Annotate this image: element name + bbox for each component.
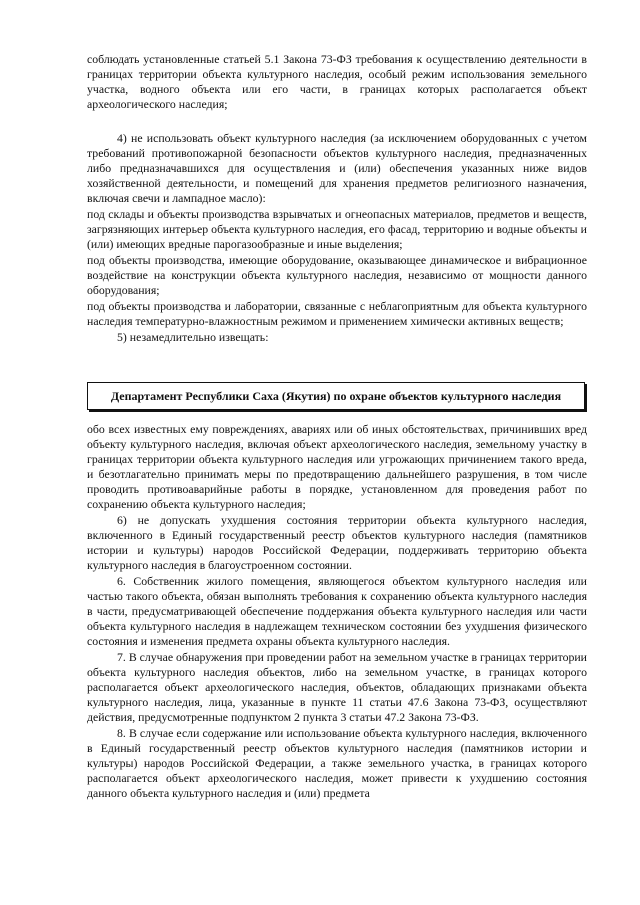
paragraph-laboratories: под объекты производства и лаборатории, связанные с неблагоприятным для объекта культурного наследия температурно-влажностным режимом и применением химически активных веществ; <box>87 299 587 328</box>
top-text-block <box>87 52 587 112</box>
paragraph-item-5: 5) незамедлительно извещать: <box>117 330 269 344</box>
paragraph-warehouses: под склады и объекты производства взрывчатых и огнеопасных материалов, предметов и веществ, загрязняющих интерьер объекта культурного наследия, его фасад, территорию и водные объекты и (или) имеющих вредные парогазообразные и иные выделения; <box>87 207 587 251</box>
paragraph-section-6: 6. Собственник жилого помещения, являющегося объектом культурного наследия или частью такого объекта, обязан выполнять требования к сохранению объекта культурного наследия в части, предусматривающей обеспечение поддержания объекта культурного наследия или части объекта культурного наследия в надлежащем техническом состоянии без ухудшения физического состояния и изменения предмета охраны объекта культурного наследия. <box>87 574 587 648</box>
paragraph-damage-notice: обо всех известных ему повреждениях, авариях или об иных обстоятельствах, причинивших вред объекту культурного наследия, включая объект археологического наследия, земельному участку в границах территории объекта культурного наследия или угрожающих причинением такого вреда, и безотлагательно принимать меры по предотвращению дальнейшего разрушения, в том числе проводить противоаварийные работы в порядке, установленном для проведения работ по сохранению объекта культурного наследия; <box>87 422 587 511</box>
paragraph-production-equipment: под объекты производства, имеющие оборудование, оказывающее динамическое и вибрационное воздействие на конструкции объекта культурного наследия, независимо от мощности данного оборудования; <box>87 253 587 297</box>
middle-text-block <box>87 131 587 345</box>
paragraph-section-7: 7. В случае обнаружения при проведении работ на земельном участке в границах территории объекта культурного наследия объектов, либо на земельном участке, в границах которого располагается объект археологического наследия, объектов, обладающих признаками объекта культурного наследия, лица, указанные в пункте 11 статьи 47.6 Закона 73-ФЗ, осуществляют действия, предусмотренные подпунктом 2 пункта 3 статьи 47.2 Закона 73-ФЗ. <box>87 650 587 724</box>
paragraph-section-8: 8. В случае если содержание или использование объекта культурного наследия, включенного в Единый государственный реестр объектов культурного наследия (памятников истории и культуры) народов Российской Федерации, а также земельного участка, в границах которого располагается объект археологического наследия, может привести к ухудшению состояния данного объекта культурного наследия и (или) предмета <box>87 726 587 800</box>
paragraph-item-4: 4) не использовать объект культурного наследия (за исключением оборудованных с учетом требований противопожарной безопасности объектов культурного наследия, предназначенных либо предназначавшихся для осуществления и (или) обеспечения указанных ниже видов хозяйственной деятельности, и помещений для хранения предметов религиозного назначения, включая свечи и лампадное масло): <box>87 131 587 205</box>
paragraph-requirements-continued: соблюдать установленные статьей 5.1 Закона 73-ФЗ требования к осуществлению деятельности в границах территории объекта культурного наследия, особый режим использования земельного участка, водного объекта или его части, в границах которых располагается объект археологического наследия; <box>87 52 587 111</box>
department-banner: Департамент Республики Саха (Якутия) по охране объектов культурного наследия <box>87 382 585 410</box>
bottom-text-block <box>87 422 587 801</box>
paragraph-item-6: 6) не допускать ухудшения состояния территории объекта культурного наследия, включенного в Единый государственный реестр объектов культурного наследия (памятников истории и культуры) народов Российской Федерации, поддерживать территорию объекта культурного наследия в благоустроенном состоянии. <box>87 513 587 572</box>
